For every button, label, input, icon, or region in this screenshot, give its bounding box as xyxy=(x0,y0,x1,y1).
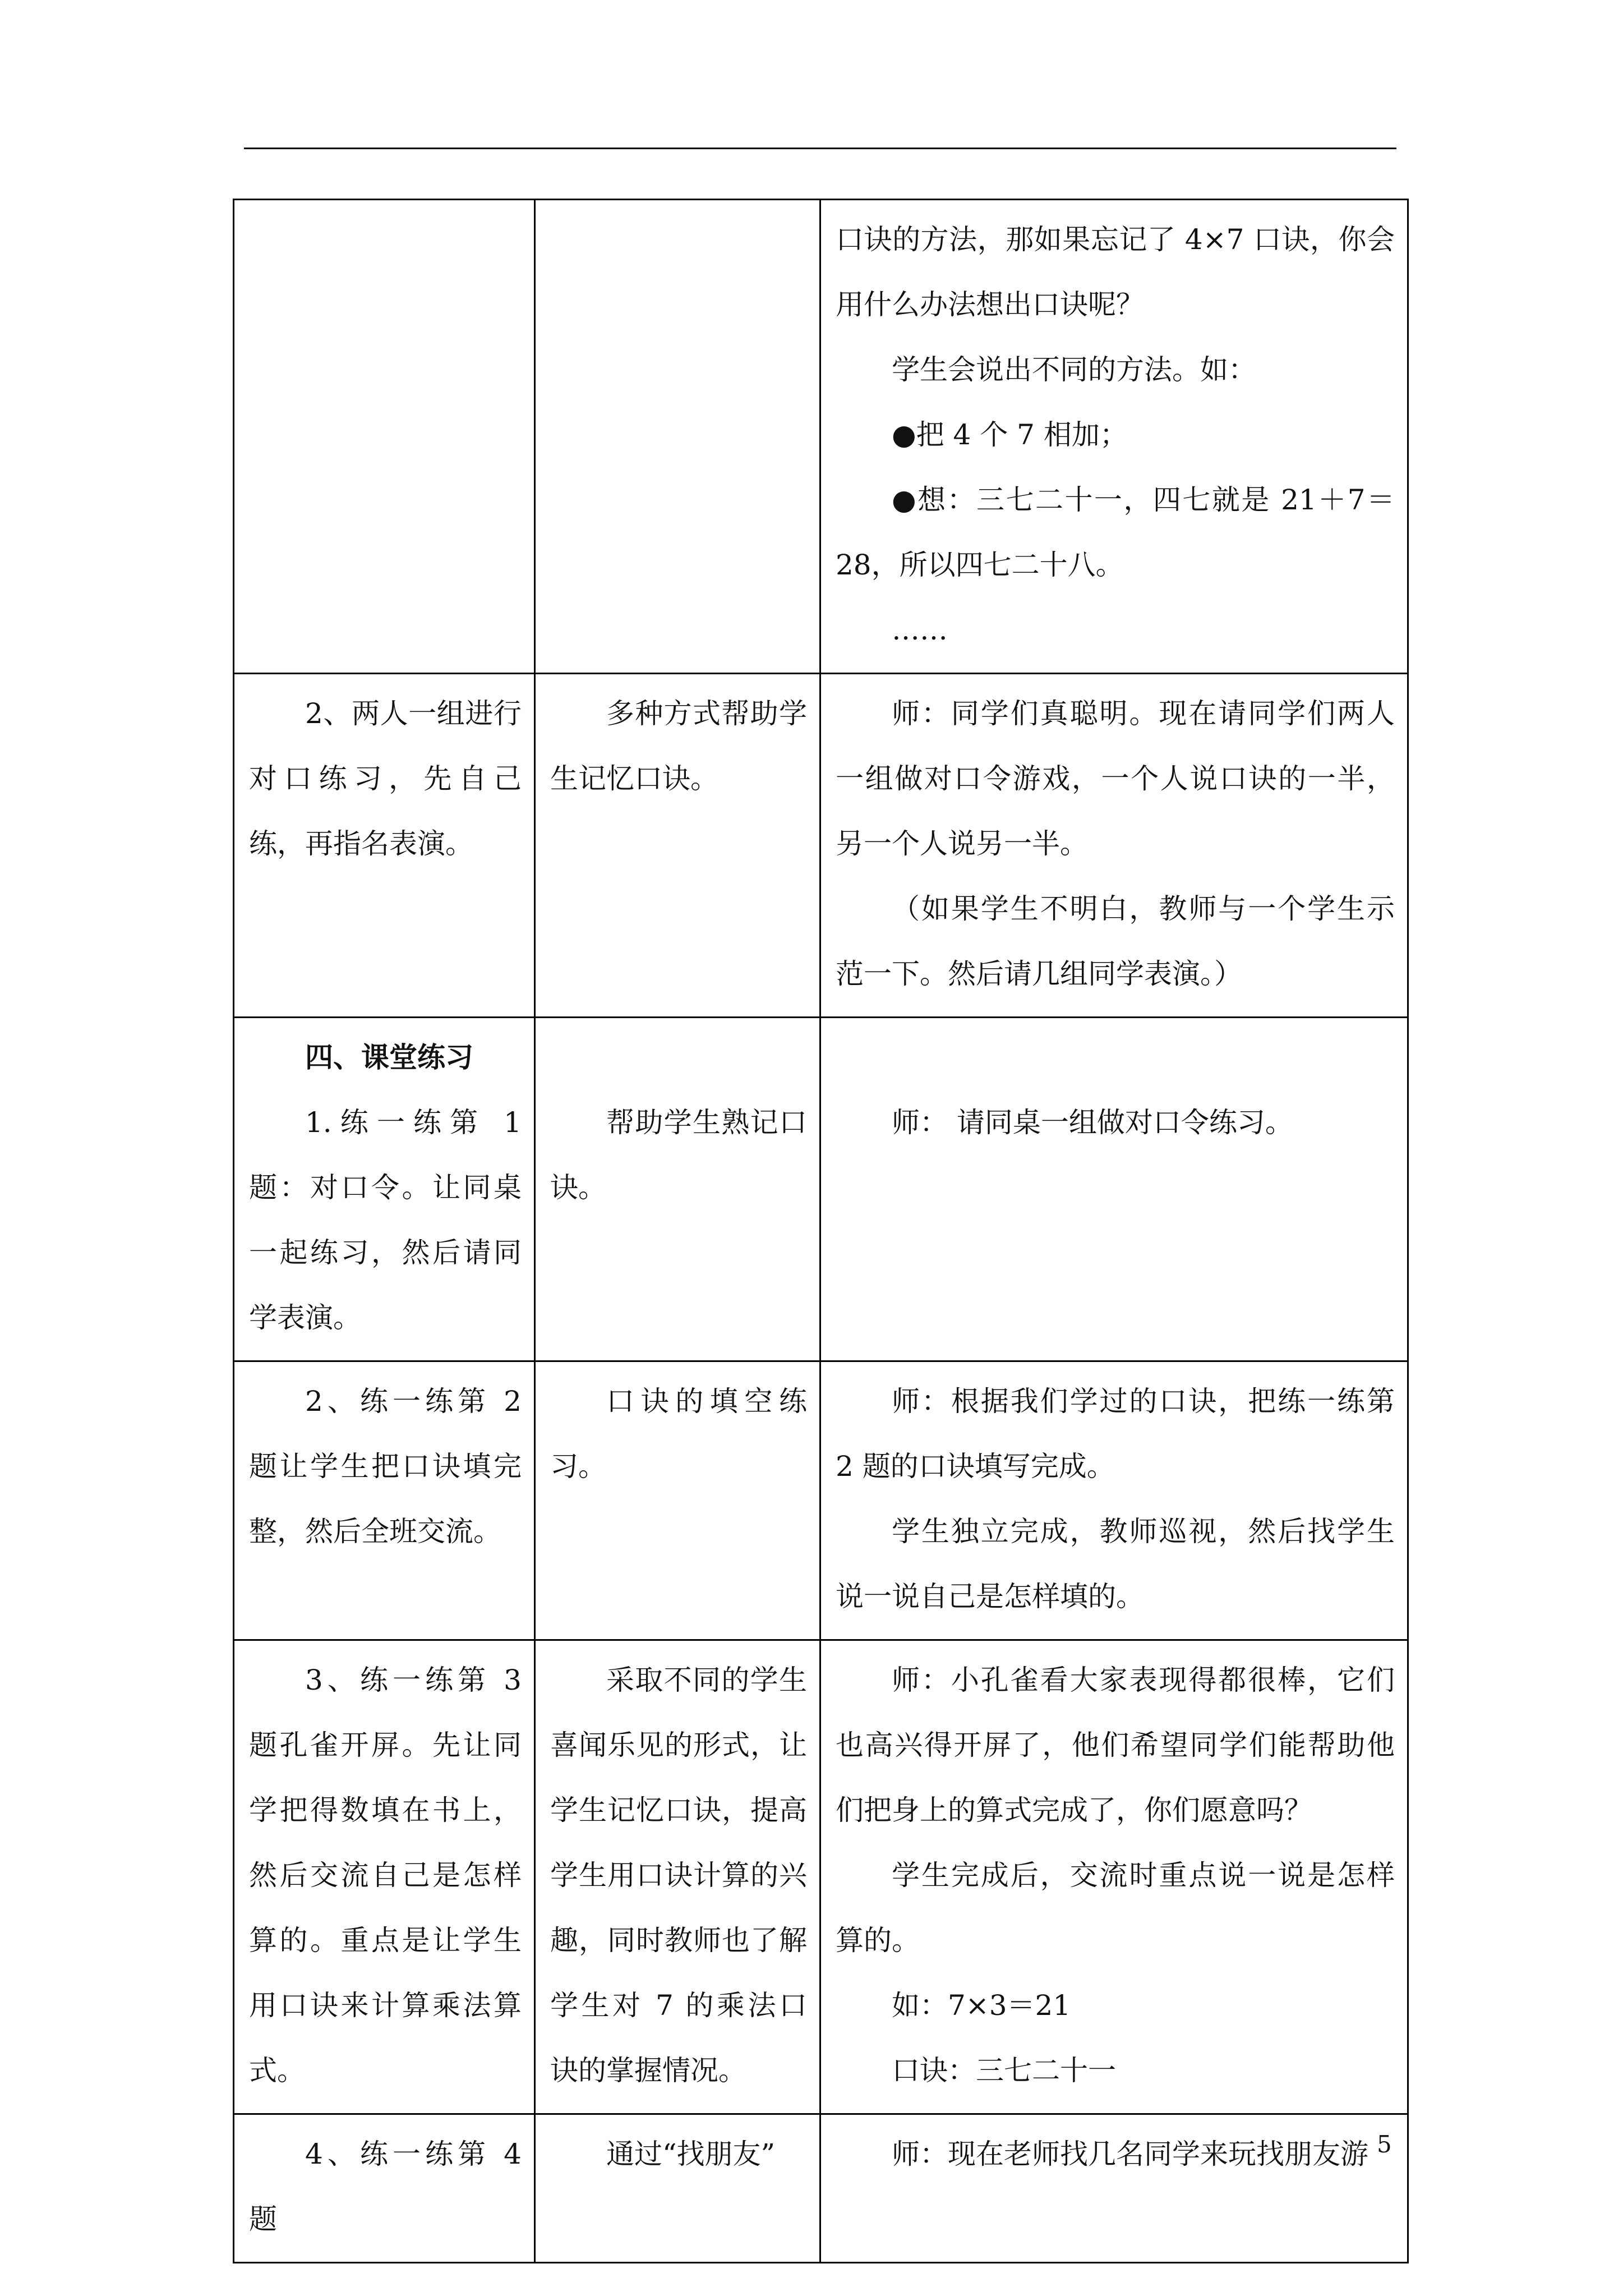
activity-cell xyxy=(234,1018,535,1361)
paragraph: 通过“找朋友” xyxy=(606,2138,776,2170)
paragraph: 口诀：三七二十一 xyxy=(892,2054,1116,2087)
paragraph: 师：根据我们学过的口诀，把练一练第 2 题的口诀填写完成。 xyxy=(836,1385,1395,1483)
paragraph: 学生会说出不同的方法。如： xyxy=(892,353,1256,386)
table-row xyxy=(234,2114,1408,2263)
table-row xyxy=(234,674,1408,1018)
paragraph: 2、练一练第 2 题让学生把口诀填完整，然后全班交流。 xyxy=(249,1385,522,1548)
paragraph: 四、课堂练习 xyxy=(305,1041,473,1074)
paragraph: ●把 4 个 7 相加； xyxy=(892,418,1128,451)
process-cell xyxy=(820,1640,1408,2114)
paragraph: 学生完成后，交流时重点说一说是怎样算的。 xyxy=(836,1859,1395,1957)
paragraph: 多种方式帮助学生记忆口诀。 xyxy=(550,697,807,795)
process-cell xyxy=(820,2114,1408,2263)
paragraph: ●想：三七二十一，四七就是 21＋7＝28，所以四七二十八。 xyxy=(836,484,1395,581)
process-cell xyxy=(820,1361,1408,1640)
paragraph: 1.练一练第 1 题：对口令。让同桌一起练习，然后请同学表演。 xyxy=(249,1106,522,1334)
purpose-cell xyxy=(535,1361,820,1640)
header-rule xyxy=(244,148,1396,149)
paragraph: 口诀的方法，那如果忘记了 4×7 口诀，你会用什么办法想出口诀呢？ xyxy=(836,223,1395,321)
paragraph: 师： 请同桌一组做对口令练习。 xyxy=(892,1106,1293,1139)
paragraph: 4、练一练第 4 题 xyxy=(249,2138,522,2235)
activity-cell xyxy=(234,200,535,674)
paragraph: 师：现在老师找几名同学来玩找朋友游 xyxy=(892,2138,1368,2170)
paragraph: 采取不同的学生喜闻乐见的形式，让学生记忆口诀，提高学生用口诀计算的兴趣，同时教师也了解学生对 7 的乘法口诀的掌握情况。 xyxy=(550,1664,807,2087)
process-cell xyxy=(820,674,1408,1018)
purpose-cell xyxy=(535,2114,820,2263)
purpose-cell xyxy=(535,1018,820,1361)
purpose-cell xyxy=(535,674,820,1018)
paragraph: 3、练一练第 3 题孔雀开屏。先让同学把得数填在书上，然后交流自己是怎样算的。重点是让学生用口诀来计算乘法算式。 xyxy=(249,1664,522,2087)
paragraph: 帮助学生熟记口诀。 xyxy=(550,1106,807,1204)
process-cell xyxy=(820,200,1408,674)
lesson-plan-table xyxy=(233,199,1409,2263)
paragraph: …… xyxy=(892,614,948,646)
paragraph: 口诀的填空练习。 xyxy=(550,1385,807,1483)
paragraph: 学生独立完成，教师巡视，然后找学生说一说自己是怎样填的。 xyxy=(836,1515,1395,1613)
purpose-cell xyxy=(535,1640,820,2114)
purpose-cell xyxy=(535,200,820,674)
activity-cell xyxy=(234,674,535,1018)
activity-cell xyxy=(234,1361,535,1640)
spacer-line xyxy=(836,1025,1395,1090)
paragraph: （如果学生不明白，教师与一个学生示范一下。然后请几组同学表演。） xyxy=(836,892,1395,990)
paragraph: 师：小孔雀看大家表现得都很棒，它们也高兴得开屏了，他们希望同学们能帮助他们把身上的算式完成了，你们愿意吗？ xyxy=(836,1664,1395,1826)
paragraph: 2、两人一组进行对口练习，先自己练，再指名表演。 xyxy=(249,697,522,860)
activity-cell xyxy=(234,2114,535,2263)
paragraph: 如：7×3＝21 xyxy=(892,1989,1071,2022)
activity-cell xyxy=(234,1640,535,2114)
table-row xyxy=(234,1640,1408,2114)
spacer-line xyxy=(550,1025,807,1090)
process-cell xyxy=(820,1018,1408,1361)
table-row xyxy=(234,1018,1408,1361)
table-row xyxy=(234,200,1408,674)
page-number: 5 xyxy=(1377,2131,1392,2158)
table-row xyxy=(234,1361,1408,1640)
paragraph: 师：同学们真聪明。现在请同学们两人一组做对口令游戏，一个人说口诀的一半，另一个人说另一半。 xyxy=(836,697,1395,860)
